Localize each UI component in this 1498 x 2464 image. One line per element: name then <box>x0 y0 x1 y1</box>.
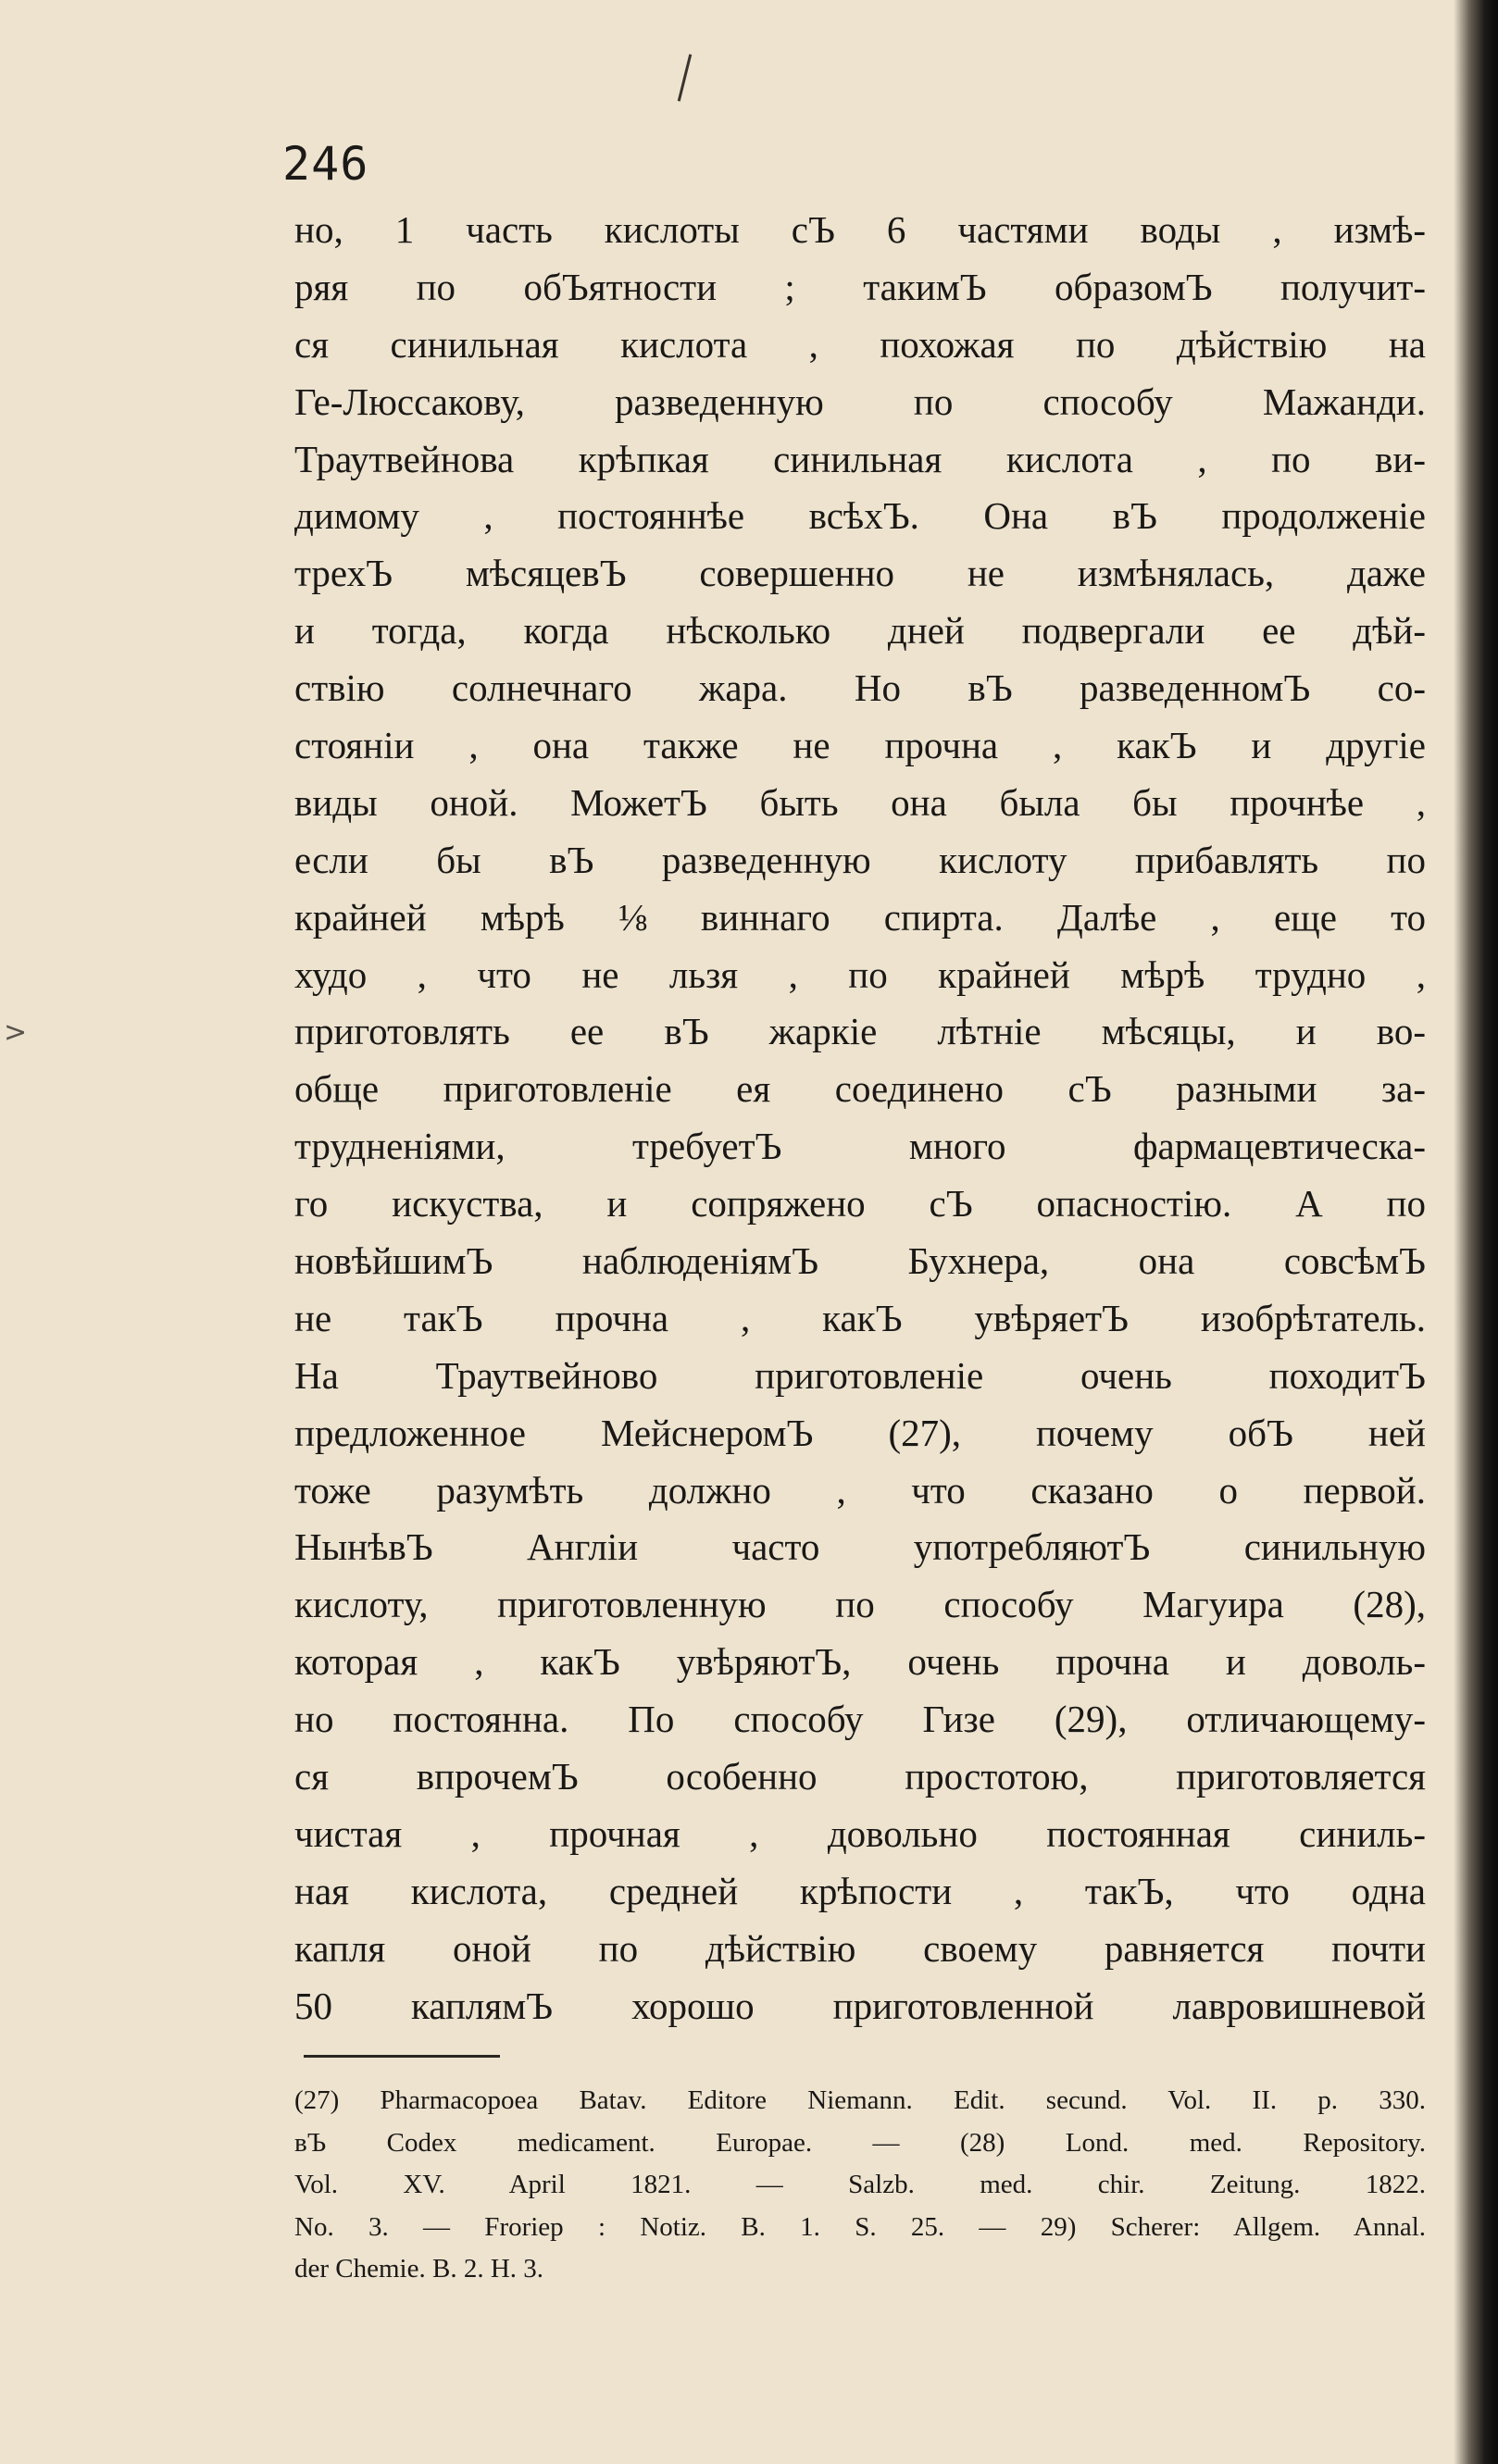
text-line: но, 1 часть кислоты сЪ 6 частями воды , измѣ- <box>294 208 1426 251</box>
text-line: предложенное МейснеромЪ (27), почему обЪ ней <box>294 1411 1426 1454</box>
text-line: капля оной по дѣйствію своему равняется почти <box>294 1926 1426 1970</box>
body-text <box>294 202 1426 2035</box>
text-line: ная кислота, средней крѣпости , такЪ, что одна <box>294 1869 1426 1912</box>
text-line: го искуства, и сопряжено сЪ опасностію. А по <box>294 1182 1426 1226</box>
text-line: ряя по обЪятности ; такимЪ образомЪ получит- <box>294 265 1426 308</box>
text-line: кислоту, приготовленную по способу Магуира (28), <box>294 1583 1426 1626</box>
text-line: но постоянна. По способу Гизе (29), отличающему- <box>294 1698 1426 1741</box>
footnote-divider <box>304 2055 500 2058</box>
text-line: стояніи , она также не прочна , какЪ и другіе <box>294 724 1426 767</box>
text-line: которая , какЪ увѣряютЪ, очень прочна и доволь- <box>294 1640 1426 1684</box>
footnote-line: Vol. XV. April 1821. — Salzb. med. chir. Zeitung. 1822. <box>294 2170 1426 2199</box>
book-binding-edge <box>1454 0 1498 2464</box>
text-line: худо , что не льзя , по крайней мѣрѣ трудно , <box>294 952 1426 996</box>
text-line: ся синильная кислота , похожая по дѣйствію на <box>294 322 1426 366</box>
footnote-line: No. 3. — Froriep : Notiz. B. 1. S. 25. — 29) Scherer: Allgem. Annal. <box>294 2211 1426 2242</box>
text-line: трехЪ мѣсяцевЪ совершенно не измѣнялась, даже <box>294 552 1426 595</box>
text-line: трудненіями, требуетЪ много фармацевтическа- <box>294 1125 1426 1168</box>
footnote-line: (27) Pharmacopoea Batav. Editore Niemann. Edit. secund. Vol. II. p. 330. <box>294 2085 1426 2115</box>
text-line: обще приготовленіе ея соединено сЪ разными за- <box>294 1067 1426 1111</box>
text-line: НынѣвЪ Англіи часто употребляютЪ синильную <box>294 1525 1426 1569</box>
text-line: димому , постояннѣе всѣхЪ. Она вЪ продолженіе <box>294 494 1426 538</box>
footnotes <box>294 2080 1426 2291</box>
text-line: ствію солнечнаго жара. Но вЪ разведенномЪ со- <box>294 666 1426 710</box>
footnote-line: der Chemie. B. 2. H. 3. <box>294 2254 544 2284</box>
text-line: Траутвейнова крѣпкая синильная кислота , по ви- <box>294 437 1426 480</box>
margin-mark: > <box>4 1016 28 1049</box>
text-line: крайней мѣрѣ ⅛ виннаго спирта. Далѣе , еще то <box>294 895 1426 939</box>
text-line: если бы вЪ разведенную кислоту прибавлять по <box>294 838 1426 881</box>
footnote-line: вЪ Codex medicament. Europae. — (28) Lond. med. Repository. <box>294 2127 1426 2158</box>
text-line: новѣйшимЪ наблюденіямЪ Бухнера, она совсѣмЪ <box>294 1239 1426 1283</box>
page-number: 246 <box>282 137 369 191</box>
text-line: На Траутвейново приготовленіе очень походитЪ <box>294 1353 1426 1397</box>
text-line: виды оной. МожетЪ быть она была бы прочнѣе , <box>294 780 1426 824</box>
text-line: ся впрочемЪ особенно простотою, приготовляется <box>294 1755 1426 1798</box>
ink-mark <box>678 54 692 101</box>
text-line: тоже разумѣть должно , что сказано о первой. <box>294 1468 1426 1512</box>
text-line: Ге-Люссакову, разведенную по способу Мажанди. <box>294 380 1426 423</box>
text-line: приготовлять ее вЪ жаркіе лѣтніе мѣсяцы, и во- <box>294 1010 1426 1053</box>
text-line: не такЪ прочна , какЪ увѣряетЪ изобрѣтатель. <box>294 1296 1426 1339</box>
text-line: чистая , прочная , довольно постоянная синиль- <box>294 1811 1426 1855</box>
text-line: и тогда, когда нѣсколько дней подвергали ее дѣй- <box>294 609 1426 653</box>
text-line: 50 каплямЪ хорошо приготовленной лавровишневой <box>294 1984 1426 2027</box>
